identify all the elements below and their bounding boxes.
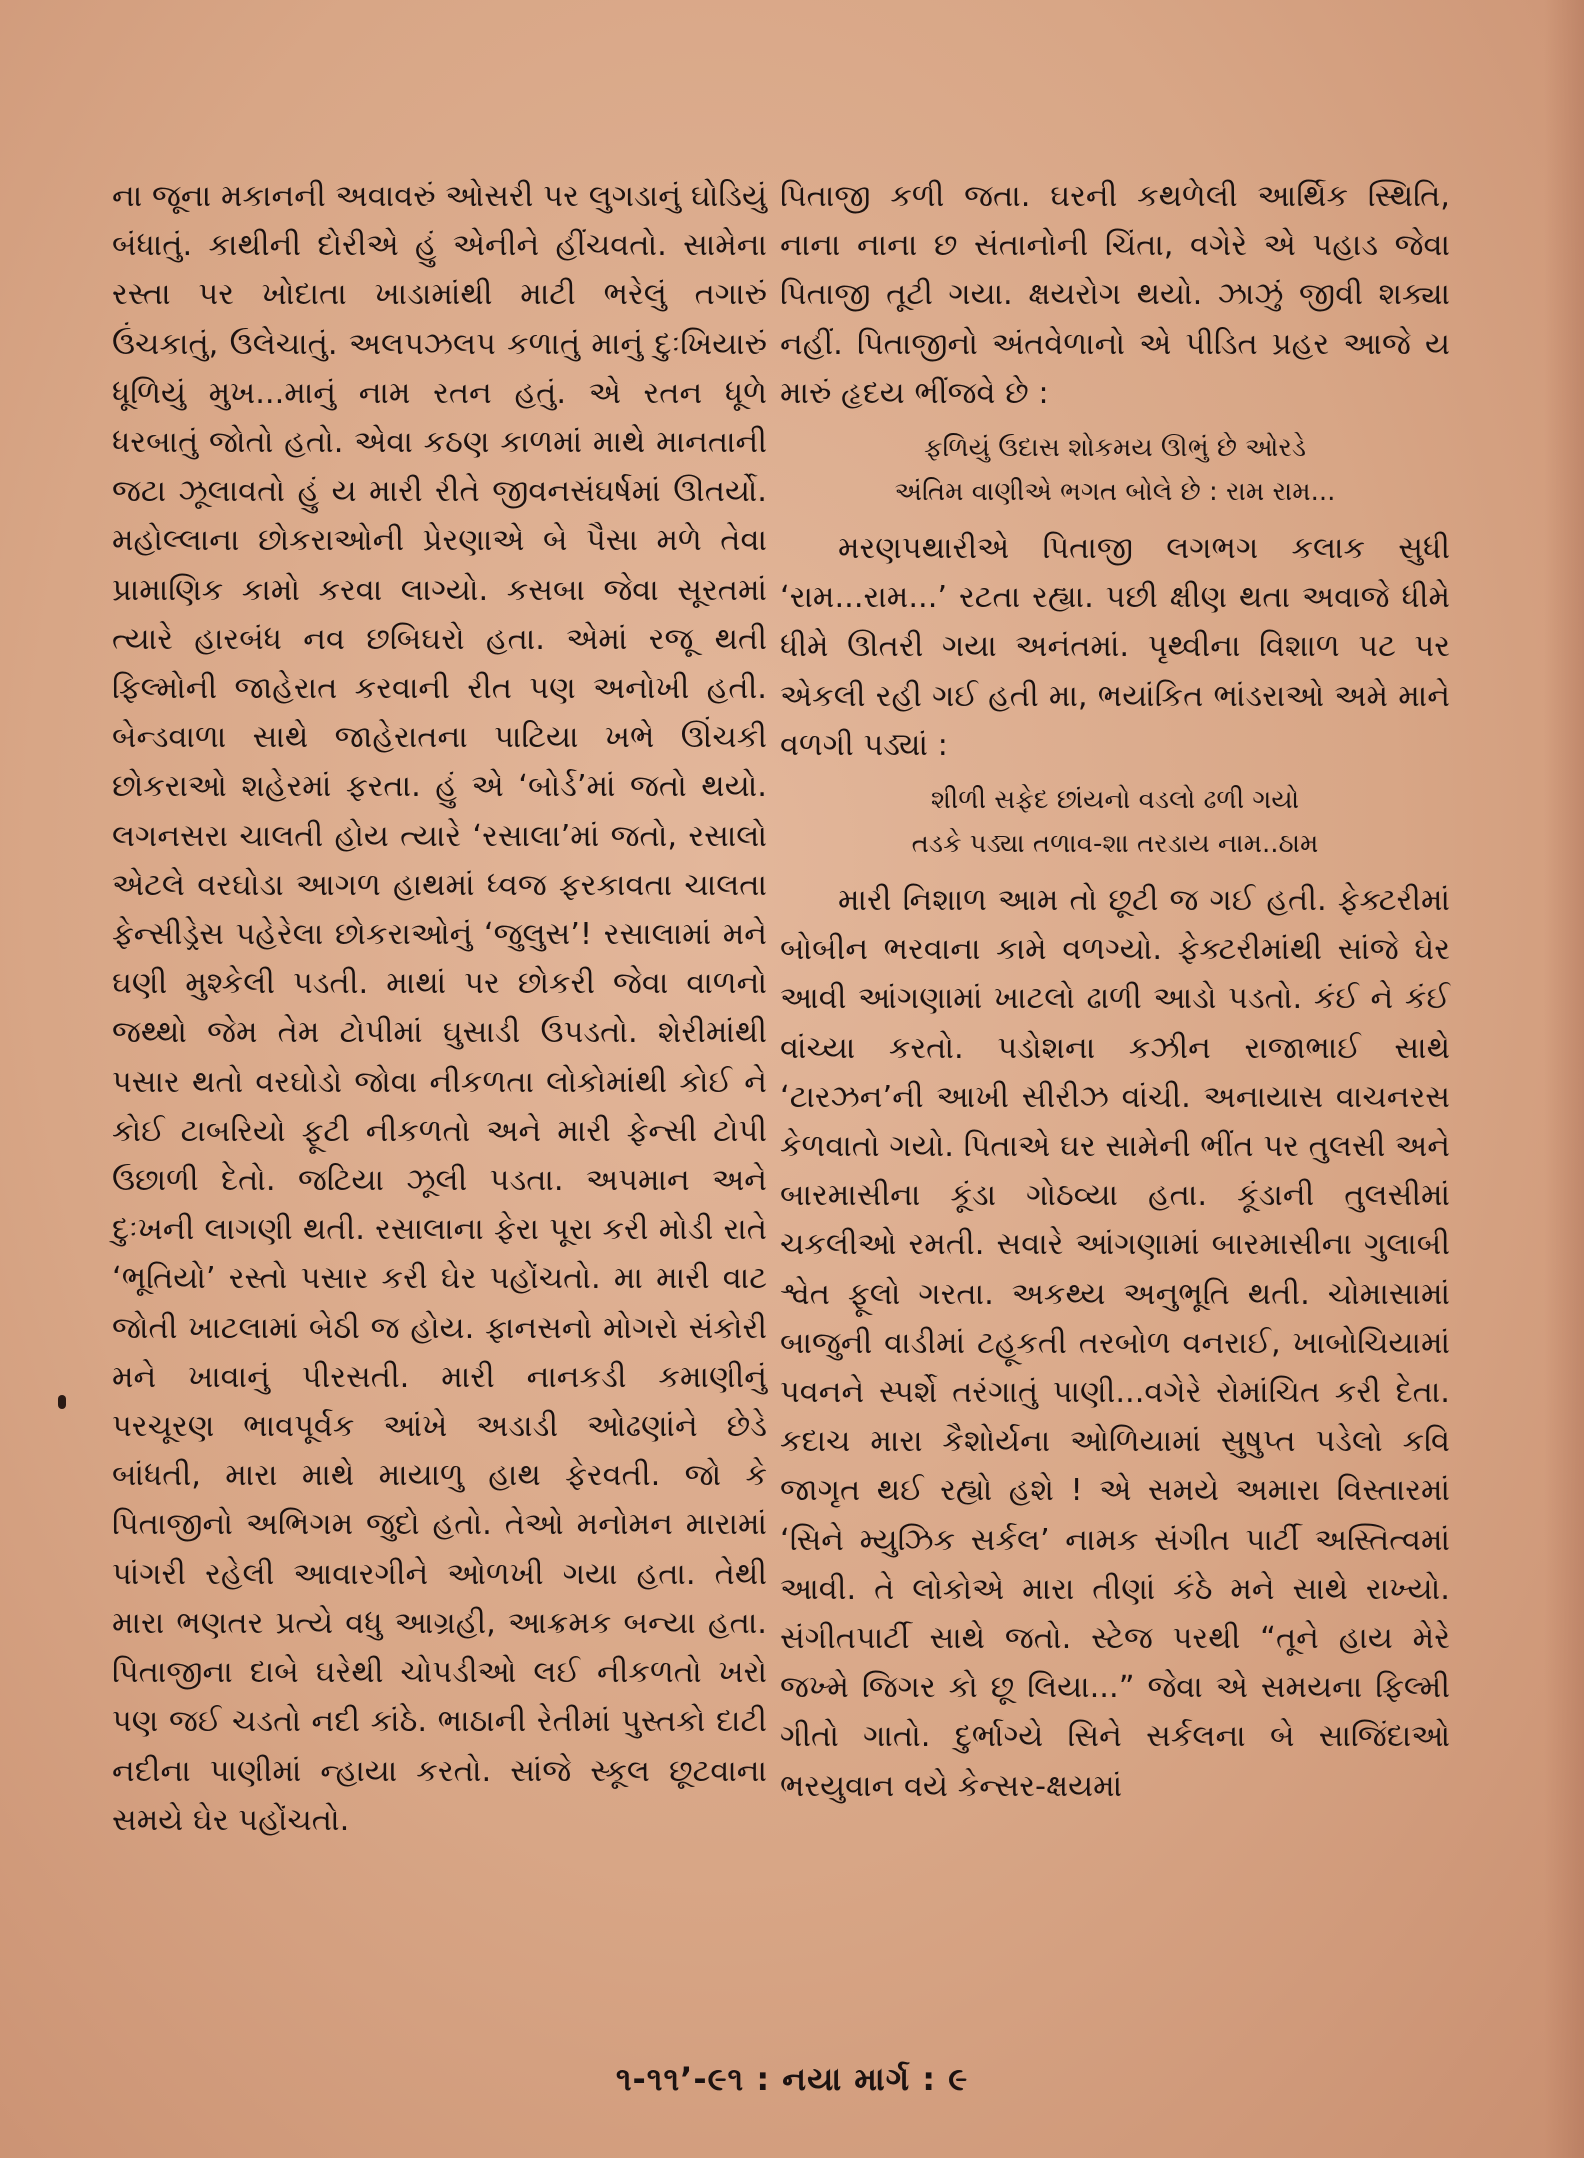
ink-mark [58,1395,66,1409]
verse-2-line-2: તડકે પડ્યા તળાવ-શા તરડાય નામ..ઠામ [911,829,1319,860]
right-paragraph-2: મરણપથારીએ પિતાજી લગભગ કલાક સુધી ‘રામ...રામ...’ રટતા રહ્યા. પછી ક્ષીણ થતા અવાજે ધીમે ધીમે ઊતરી ગયા અનંતમાં. પૃથ્વીના વિશાળ પટ પર એકલી રહી ગઈ હતી મા, ભયાંકિત ભાંડરાઓ અમે માને વળગી પડ્યાં : [780,531,1450,763]
page-edge-shadow [1544,0,1584,2158]
left-paragraph-1: ના જૂના મકાનની અવાવરું ઓસરી પર લુગડાનું ઘોડિયું બંધાતું. કાથીની દોરીએ હું એનીને હીંચવતો. સામેના રસ્તા પર ખોદાતા ખાડામાંથી માટી ભરેલું તગારું ઉંચકાતું, ઉલેચાતું. અલપઝલપ કળાતું માનું દુઃખિયારું ધૂળિયું મુખ...માનું નામ રતન હતું. એ રતન ધૂળે ધરબાતું જોતો હતો. એવા કઠણ કાળમાં માથે માનતાની જટા ઝૂલાવતો હું ય મારી રીતે જીવનસંઘર્ષમાં ઊતર્યો. મહોલ્લાના છોકરાઓની પ્રેરણાએ બે પૈસા મળે તેવા પ્રામાણિક કામો કરવા લાગ્યો. કસબા જેવા સૂરતમાં ત્યારે હારબંધ નવ છબિઘરો હતા. એમાં રજૂ થતી ફિલ્મોની જાહેરાત કરવાની રીત પણ અનોખી હતી. બેન્ડવાળા સાથે જાહેરાતના પાટિયા ખભે ઊંચકી છોકરાઓ શહેરમાં ફરતા. હું એ ‘બોર્ડ’માં જતો થયો. લગનસરા ચાલતી હોય ત્યારે ‘રસાલા’માં જતો, રસાલો એટલે વરઘોડા આગળ હાથમાં ધ્વજ ફરકાવતા ચાલતા ફેન્સીડ્રેસ પહેરેલા છોકરાઓનું ‘જુલુસ’! રસાલામાં મને ઘણી મુશ્કેલી પડતી. માથાં પર છોકરી જેવા વાળનો જથ્થો જેમ તેમ ટોપીમાં ઘુસાડી ઉપડતો. શેરીમાંથી પસાર થતો વરઘોડો જોવા નીકળતા લોકોમાંથી કોઈ ને કોઈ ટાબરિયો ફૂટી નીકળતો અને મારી ફેન્સી ટોપી ઉછાળી દેતો. જટિયા ઝૂલી પડતા. અપમાન અને દુઃખની લાગણી થતી. રસાલાના ફેરા પૂરા કરી મોડી રાતે ‘ભૂતિયો’ રસ્તો પસાર કરી ઘેર પહોંચતો. મા મારી વાટ જોતી ખાટલામાં બેઠી જ હોય. ફાનસનો મોગરો સંકોરી મને ખાવાનું પીરસતી. મારી નાનકડી કમાણીનું પરચૂરણ ભાવપૂર્વક આંખે અડાડી ઓઢણાંને છેડે બાંધતી, મારા માથે માયાળુ હાથ ફેરવતી. જો કે પિતાજીનો અભિગમ જુદો હતો. તેઓ મનોમન મારામાં પાંગરી રહેલી આવારગીને ઓળખી ગયા હતા. તેથી મારા ભણતર પ્રત્યે વધુ આગ્રહી, આક્રમક બન્યા હતા. પિતાજીના દાબે ઘરેથી ચોપડીઓ લઈ નીકળતો ખરો પણ જઈ ચડતો નદી કાંઠે. ભાઠાની રેતીમાં પુસ્તકો દાટી નદીના પાણીમાં ન્હાયા કરતો. સાંજે સ્કૂલ છૂટવાના સમયે ઘેર પહોંચતો. [112,179,767,1838]
right-paragraph-1: પિતાજી કળી જતા. ઘરની કથળેલી આર્થિક સ્થિતિ, નાના નાના છ સંતાનોની ચિંતા, વગેરે એ પહાડ જેવા પિતાજી તૂટી ગયા. ક્ષયરોગ થયો. ઝાઝું જીવી શક્યા નહીં. પિતાજીનો અંતવેળાનો એ પીડિત પ્રહર આજે ય મારું હૃદય ભીંજવે છે : [780,179,1450,411]
right-paragraph-3: મારી નિશાળ આમ તો છૂટી જ ગઈ હતી. ફેક્ટરીમાં બોબીન ભરવાના કામે વળગ્યો. ફેક્ટરીમાંથી સાંજે ઘેર આવી આંગણામાં ખાટલો ઢાળી આડો પડતો. કંઈ ને કંઈ વાંચ્યા કરતો. પડોશના કઝીન રાજાભાઈ સાથે ‘ટારઝન’ની આખી સીરીઝ વાંચી. અનાયાસ વાચનરસ કેળવાતો ગયો. પિતાએ ઘર સામેની ભીંત પર તુલસી અને બારમાસીના કૂંડા ગોઠવ્યા હતા. કૂંડાની તુલસીમાં ચકલીઓ રમતી. સવારે આંગણામાં બારમાસીના ગુલાબી શ્વેત ફૂલો ગરતા. અકથ્ય અનુભૂતિ થતી. ચોમાસામાં બાજુની વાડીમાં ટહૂકતી તરબોળ વનરાઈ, ખાબોચિયામાં પવનને સ્પર્શે તરંગાતું પાણી...વગેરે રોમાંચિત કરી દેતા. કદાચ મારા કૈશોર્યના ઓળિયામાં સુષુપ્ત પડેલો કવિ જાગૃત થઈ રહ્યો હશે ! એ સમયે અમારા વિસ્તારમાં ‘સિને મ્યુઝિક સર્કલ’ નામક સંગીત પાર્ટી અસ્તિત્વમાં આવી. તે લોકોએ મારા તીણાં કંઠે મને સાથે રાખ્યો. સંગીતપાર્ટી સાથે જતો. સ્ટેજ પરથી “તૂને હાય મેરે જખ્મે જિગર કો છૂ લિયા...” જેવા એ સમયના ફિલ્મી ગીતો ગાતો. દુર્ભાગ્યે સિને સર્કલના બે સાજિંદાઓ ભરયુવાન વયે કેન્સર-ક્ષયમાં [780,883,1450,1804]
page-footer: ૧-૧૧’-૯૧ : નયા માર્ગ : ૯ [615,2060,969,2098]
verse-2-line-1: શીળી સફેદ છાંયનો વડલો ઢળી ગયો [930,785,1300,816]
right-column [780,172,1450,1811]
verse-1-line-2: અંતિમ વાણીએ ભગત બોલે છે : રામ રામ... [894,477,1336,508]
verse-2 [780,778,1450,866]
verse-1 [780,426,1450,514]
left-column [112,172,767,1845]
verse-1-line-1: ફળિયું ઉદાસ શોકમય ઊભું છે ઓરડે [923,433,1307,464]
